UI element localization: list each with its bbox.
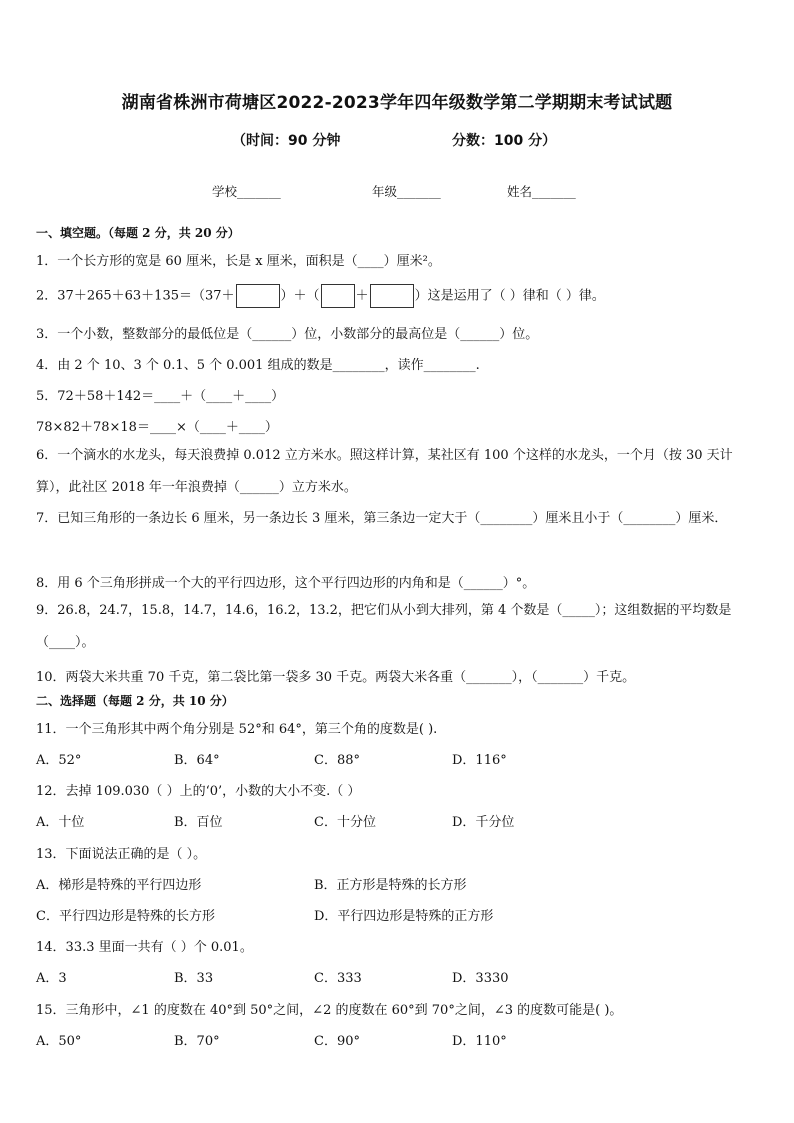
school-field: 学校_______ [212,184,281,199]
question-5b: 78×82＋78×18＝____×（____＋____） [36,420,278,435]
q15-option-a: A．50° [36,1034,82,1049]
q2-part-a: 2．37＋265＋63＋135＝（37＋ [36,288,235,304]
q11-option-d: D．116° [452,753,507,768]
exam-score: 分数：100 分） [452,133,557,149]
question-9: 9．26.8，24.7，15.8，14.7，14.6，16.2，13.2，把它们从小到大排列，第 4 个数是（_____）；这组数据的平均数是（____）。 [36,603,732,650]
q14-option-c: C．333 [314,971,362,986]
q2-part-d: ）这是运用了（ ）律和（ ）律。 [414,288,605,304]
page-title: 湖南省株洲市荷塘区2022-2023学年四年级数学第二学期期末考试试题 [121,93,673,113]
question-15: 15．三角形中，∠1 的度数在 40°到 50°之间，∠2 的度数在 60°到 70°之间，∠3 的度数可能是( )。 [36,1003,623,1018]
question-4: 4．由 2 个 10、3 个 0.1、5 个 0.001 组成的数是________，读作________. [36,358,480,373]
question-14: 14．33.3 里面一共有（ ）个 0.01。 [36,940,253,955]
q14-option-a: A．3 [36,971,67,986]
q12-option-c: C．十分位 [314,815,376,830]
q13-option-a: A．梯形是特殊的平行四边形 [36,878,202,893]
q2-part-b: ）＋（ [280,288,320,304]
q14-option-d: D．3330 [452,971,509,986]
question-10: 10．两袋大米共重 70 千克，第二袋比第一袋多 30 千克。两袋大米各重（_______），（_______）千克。 [36,670,636,685]
question-7: 7．已知三角形的一条边长 6 厘米，另一条边长 3 厘米，第三条边一定大于（________）厘米且小于（________）厘米． [36,511,728,526]
answer-box [321,284,355,308]
question-2 [36,284,605,308]
q15-option-c: C．90° [314,1034,360,1049]
question-5a: 5．72＋58＋142＝____＋（____＋____） [36,389,285,404]
q11-option-c: C．88° [314,753,360,768]
q2-part-c: ＋ [355,288,369,304]
q13-option-d: D．平行四边形是特殊的正方形 [314,909,494,924]
section-fill-in: 一、填空题。（每题 2 分，共 20 分） [36,226,240,240]
answer-box [370,284,414,308]
answer-box [236,284,280,308]
q11-option-b: B．64° [174,753,220,768]
question-8: 8．用 6 个三角形拼成一个大的平行四边形，这个平行四边形的内角和是（______）°。 [36,576,536,591]
q12-option-a: A．十位 [36,815,85,830]
question-11: 11．一个三角形其中两个角分别是 52°和 64°，第三个角的度数是( ). [36,722,438,737]
name-field: 姓名_______ [507,184,576,199]
exam-time: （时间：90 分钟 [232,133,341,149]
question-13: 13．下面说法正确的是（ ）。 [36,847,207,862]
q13-option-b: B．正方形是特殊的长方形 [314,878,467,893]
q13-option-c: C．平行四边形是特殊的长方形 [36,909,215,924]
question-6: 6．一个滴水的水龙头，每天浪费掉 0.012 立方米水。照这样计算，某社区有 100 个这样的水龙头，一个月（按 30 天计算），此社区 2018 年一年浪费掉（______）立方米水。 [36,448,733,495]
q15-option-d: D．110° [452,1034,507,1049]
question-1: 1．一个长方形的宽是 60 厘米，长是 x 厘米，面积是（____）厘米²。 [36,254,441,269]
grade-field: 年级_______ [372,184,441,199]
q12-option-b: B．百位 [174,815,223,830]
section-choice: 二、选择题（每题 2 分，共 10 分） [36,694,234,708]
question-12: 12．去掉 109.030（ ）上的‘0’，小数的大小不变.（ ） [36,784,361,799]
q12-option-d: D．千分位 [452,815,515,830]
q11-option-a: A．52° [36,753,82,768]
question-3: 3．一个小数，整数部分的最低位是（______）位，小数部分的最高位是（______）位。 [36,327,539,342]
q15-option-b: B．70° [174,1034,220,1049]
q14-option-b: B．33 [174,971,214,986]
